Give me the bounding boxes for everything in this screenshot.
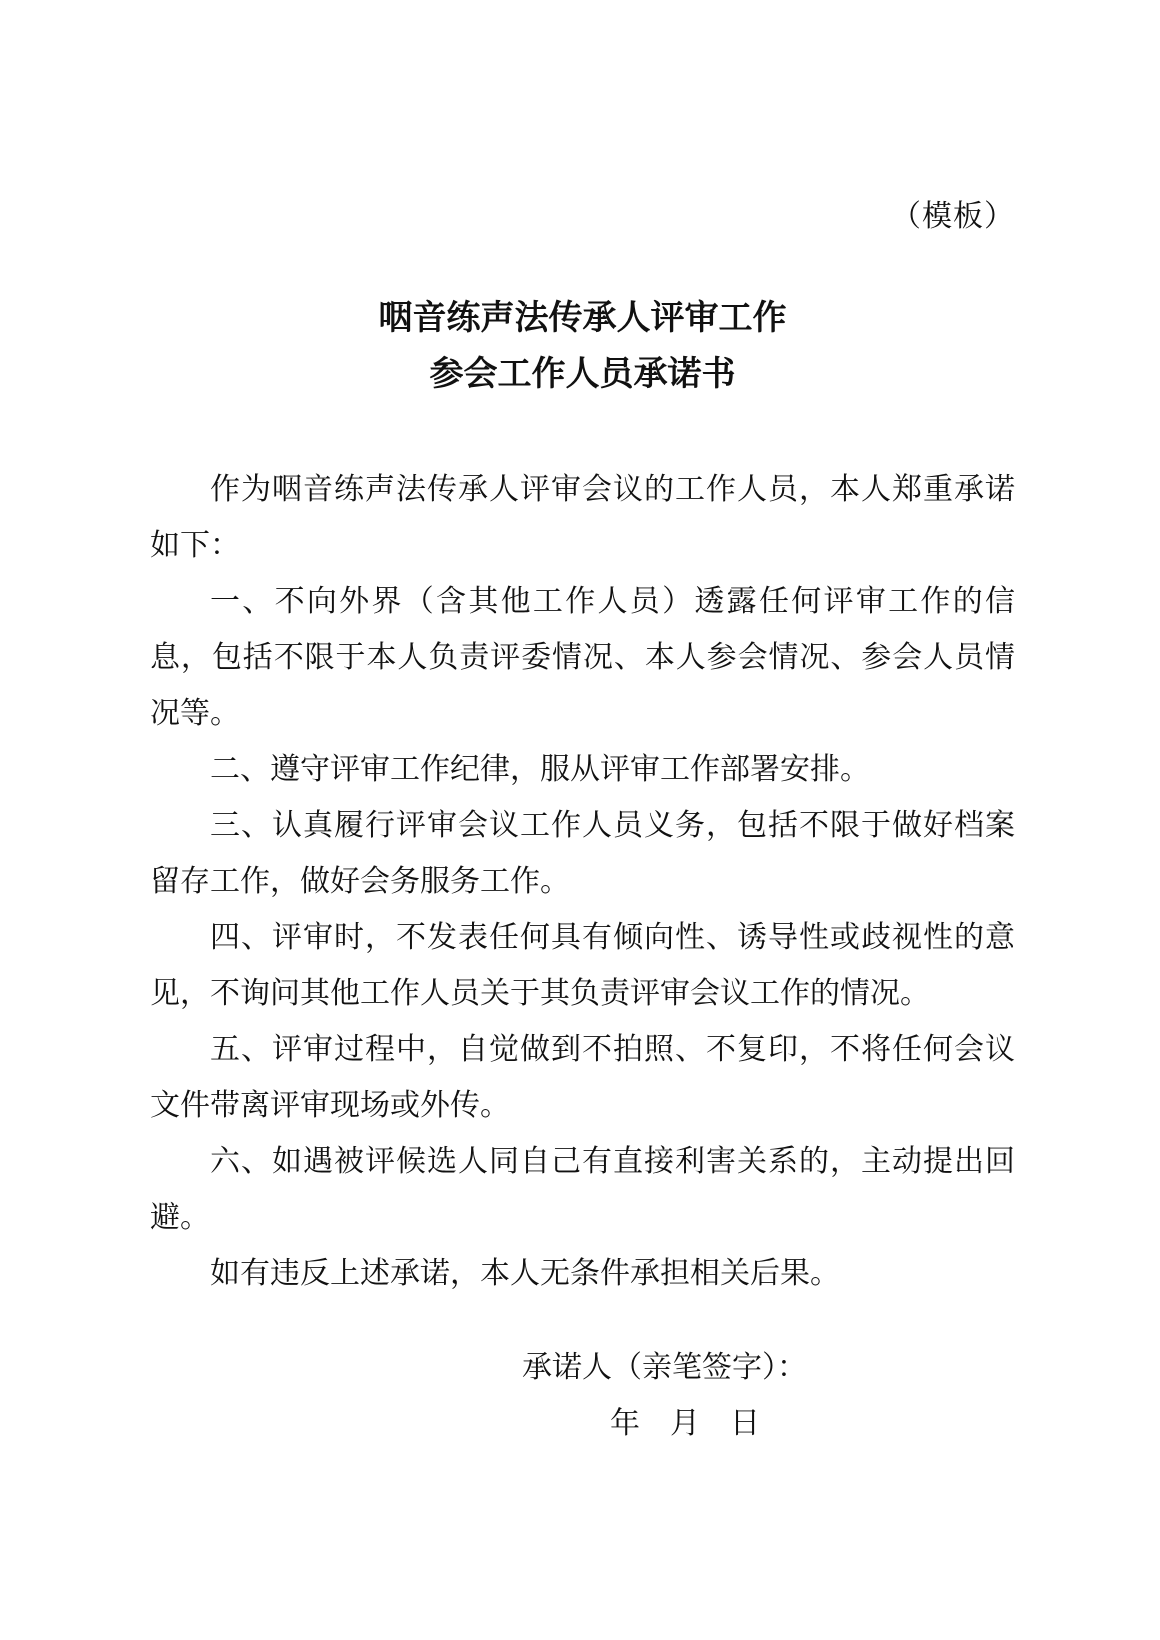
paragraph-clause-1: 一、不向外界（含其他工作人员）透露任何评审工作的信息，包括不限于本人负责评委情况、本人参会情况、参会人员情况等。 [150, 585, 1015, 730]
paragraph-clause-6: 六、如遇被评候选人同自己有直接利害关系的，主动提出回避。 [150, 1145, 1015, 1234]
paragraph-intro: 作为咽音练声法传承人评审会议的工作人员，本人郑重承诺如下： [150, 473, 1015, 562]
signature-block [150, 1340, 1015, 1452]
document-title-line-2: 参会工作人员承诺书 [429, 355, 736, 393]
paragraph-clause-5: 五、评审过程中，自觉做到不拍照、不复印，不将任何会议文件带离评审现场或外传。 [150, 1033, 1015, 1122]
paragraph-clause-2: 二、遵守评审工作纪律，服从评审工作部署安排。 [210, 753, 870, 786]
document-body [150, 462, 1015, 1302]
template-label: （模板） [891, 200, 1015, 233]
signature-label: 承诺人（亲笔签字）： [522, 1351, 807, 1384]
paragraph-clause-4: 四、评审时，不发表任何具有倾向性、诱导性或歧视性的意见，不询问其他工作人员关于其负责评审会议工作的情况。 [150, 921, 1015, 1010]
paragraph-closing: 如有违反上述承诺，本人无条件承担相关后果。 [210, 1257, 840, 1290]
document-title [150, 290, 1015, 402]
paragraph-clause-3: 三、认真履行评审会议工作人员义务，包括不限于做好档案留存工作，做好会务服务工作。 [150, 809, 1015, 898]
document-title-line-1: 咽音练声法传承人评审工作 [378, 299, 787, 337]
date-line: 年 月 日 [610, 1407, 760, 1440]
